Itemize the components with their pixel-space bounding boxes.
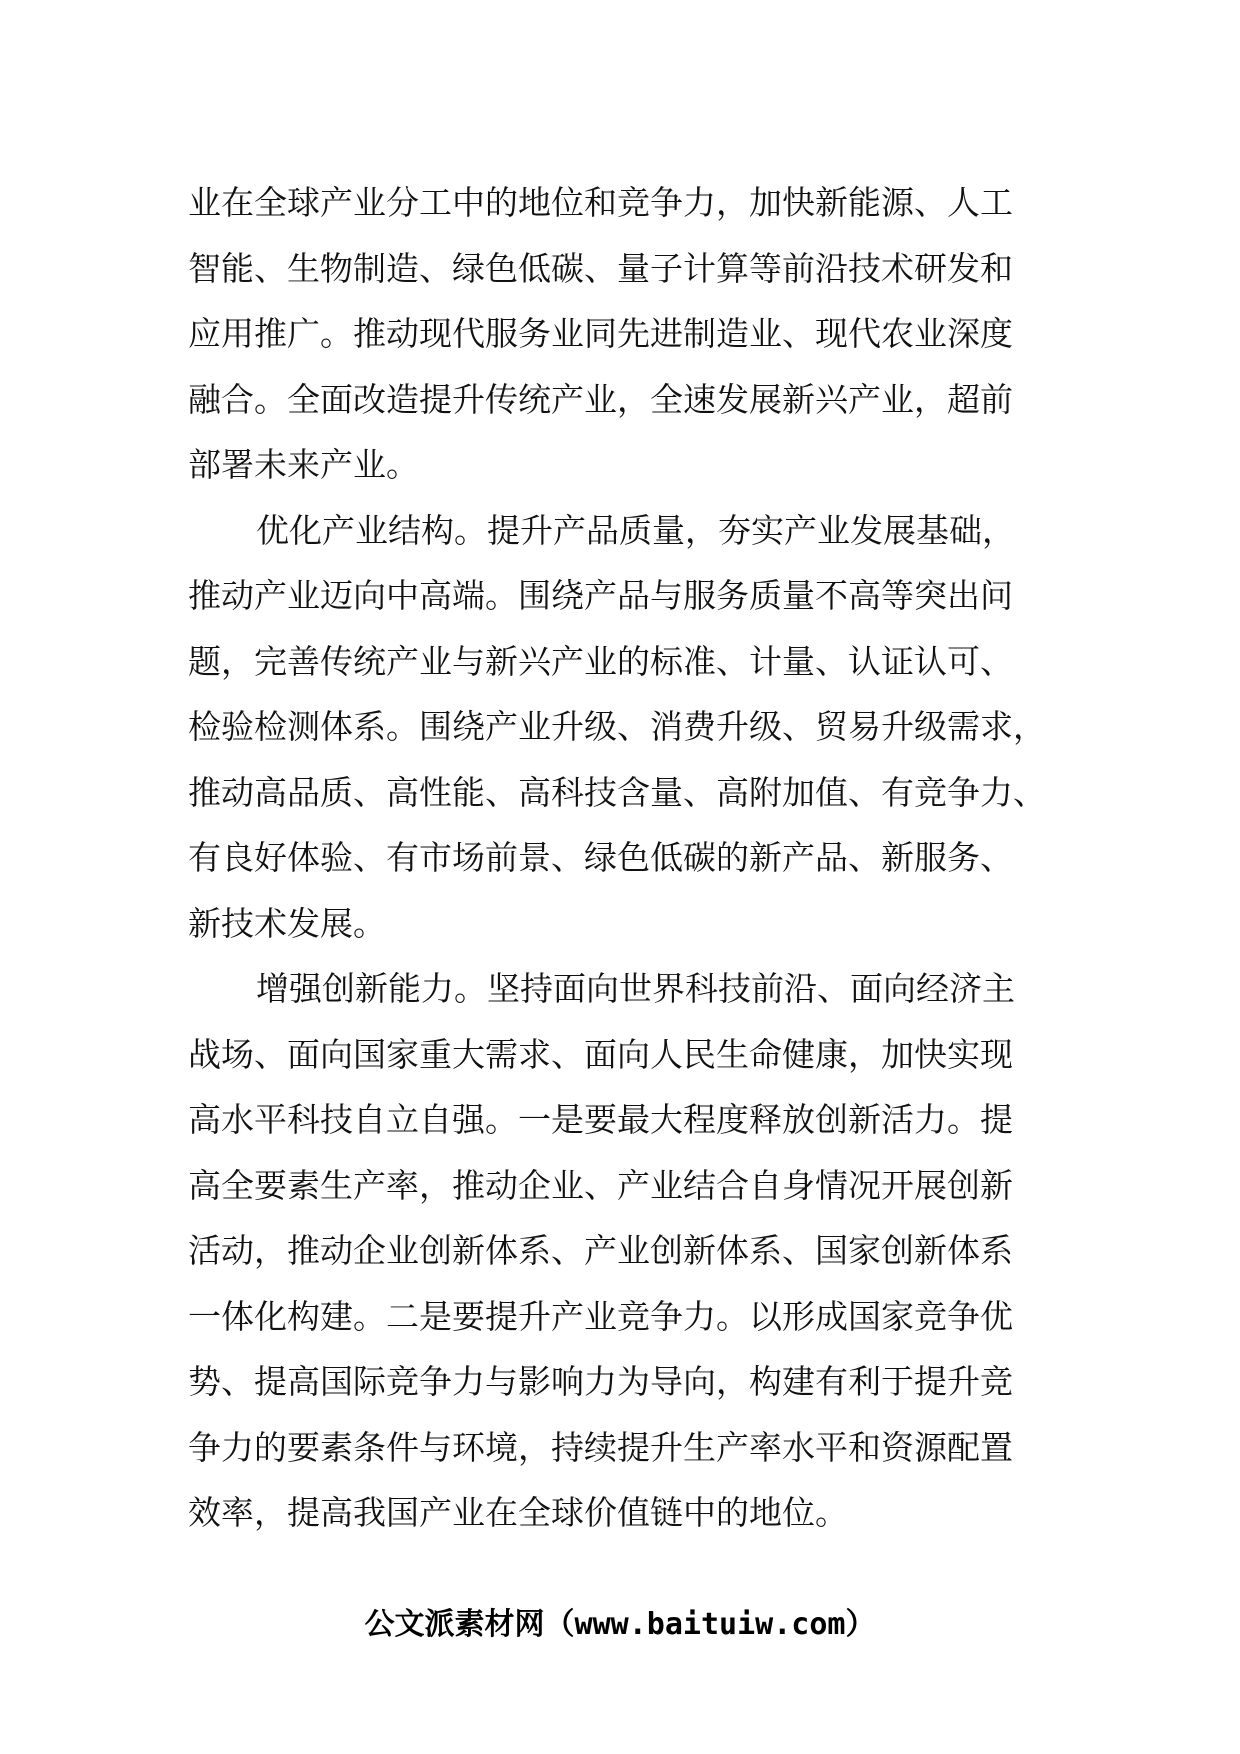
footer-site-name: 公文派素材网 — [364, 1607, 545, 1642]
footer-site-url: （www.baituiw.com） — [544, 1607, 876, 1642]
text-line: 活动，推动企业创新体系、产业创新体系、国家创新体系 — [188, 1231, 1013, 1270]
text-line: 推动高品质、高性能、高科技含量、高附加值、有竞争力、 — [188, 772, 1046, 812]
text-line: 业在全球产业分工中的地位和竞争力，加快新能源、人工 — [188, 183, 1013, 222]
text-line: 题，完善传统产业与新兴产业的标准、计量、认证认可、 — [188, 641, 1013, 681]
text-line: 智能、生物制造、绿色低碳、量子计算等前沿技术研发和 — [188, 248, 1013, 288]
text-line: 一体化构建。二是要提升产业竞争力。以形成国家竞争优 — [188, 1296, 1013, 1336]
text-line: 推动产业迈向中高端。围绕产品与服务质量不高等突出问 — [188, 576, 1013, 615]
text-line: 应用推广。推动现代服务业同先进制造业、现代农业深度 — [188, 314, 1013, 353]
document-body — [188, 170, 1068, 1546]
text-line: 有良好体验、有市场前景、绿色低碳的新产品、新服务、 — [188, 838, 1013, 877]
text-line: 争力的要素条件与环境，持续提升生产率水平和资源配置 — [188, 1427, 1013, 1467]
text-line: 融合。全面改造提升传统产业，全速发展新兴产业，超前 — [188, 379, 1013, 419]
text-line: 新技术发展。 — [188, 903, 386, 943]
text-line: 检验检测体系。围绕产业升级、消费升级、贸易升级需求， — [188, 707, 1046, 746]
text-line: 高水平科技自立自强。一是要最大程度释放创新活力。提 — [188, 1100, 1013, 1139]
text-line: 战场、面向国家重大需求、面向人民生命健康，加快实现 — [188, 1034, 1013, 1074]
page-footer — [0, 1605, 1240, 1645]
text-line: 势、提高国际竞争力与影响力为导向，构建有利于提升竞 — [188, 1362, 1013, 1401]
text-line: 高全要素生产率，推动企业、产业结合自身情况开展创新 — [188, 1165, 1013, 1205]
paragraph-start-line: 增强创新能力。坚持面向世界科技前沿、面向经济主 — [256, 969, 1015, 1008]
text-line: 效率，提高我国产业在全球价值链中的地位。 — [188, 1493, 848, 1532]
paragraph-start-line: 优化产业结构。提升产品质量，夯实产业发展基础， — [256, 510, 1015, 550]
text-line: 部署未来产业。 — [188, 445, 419, 484]
